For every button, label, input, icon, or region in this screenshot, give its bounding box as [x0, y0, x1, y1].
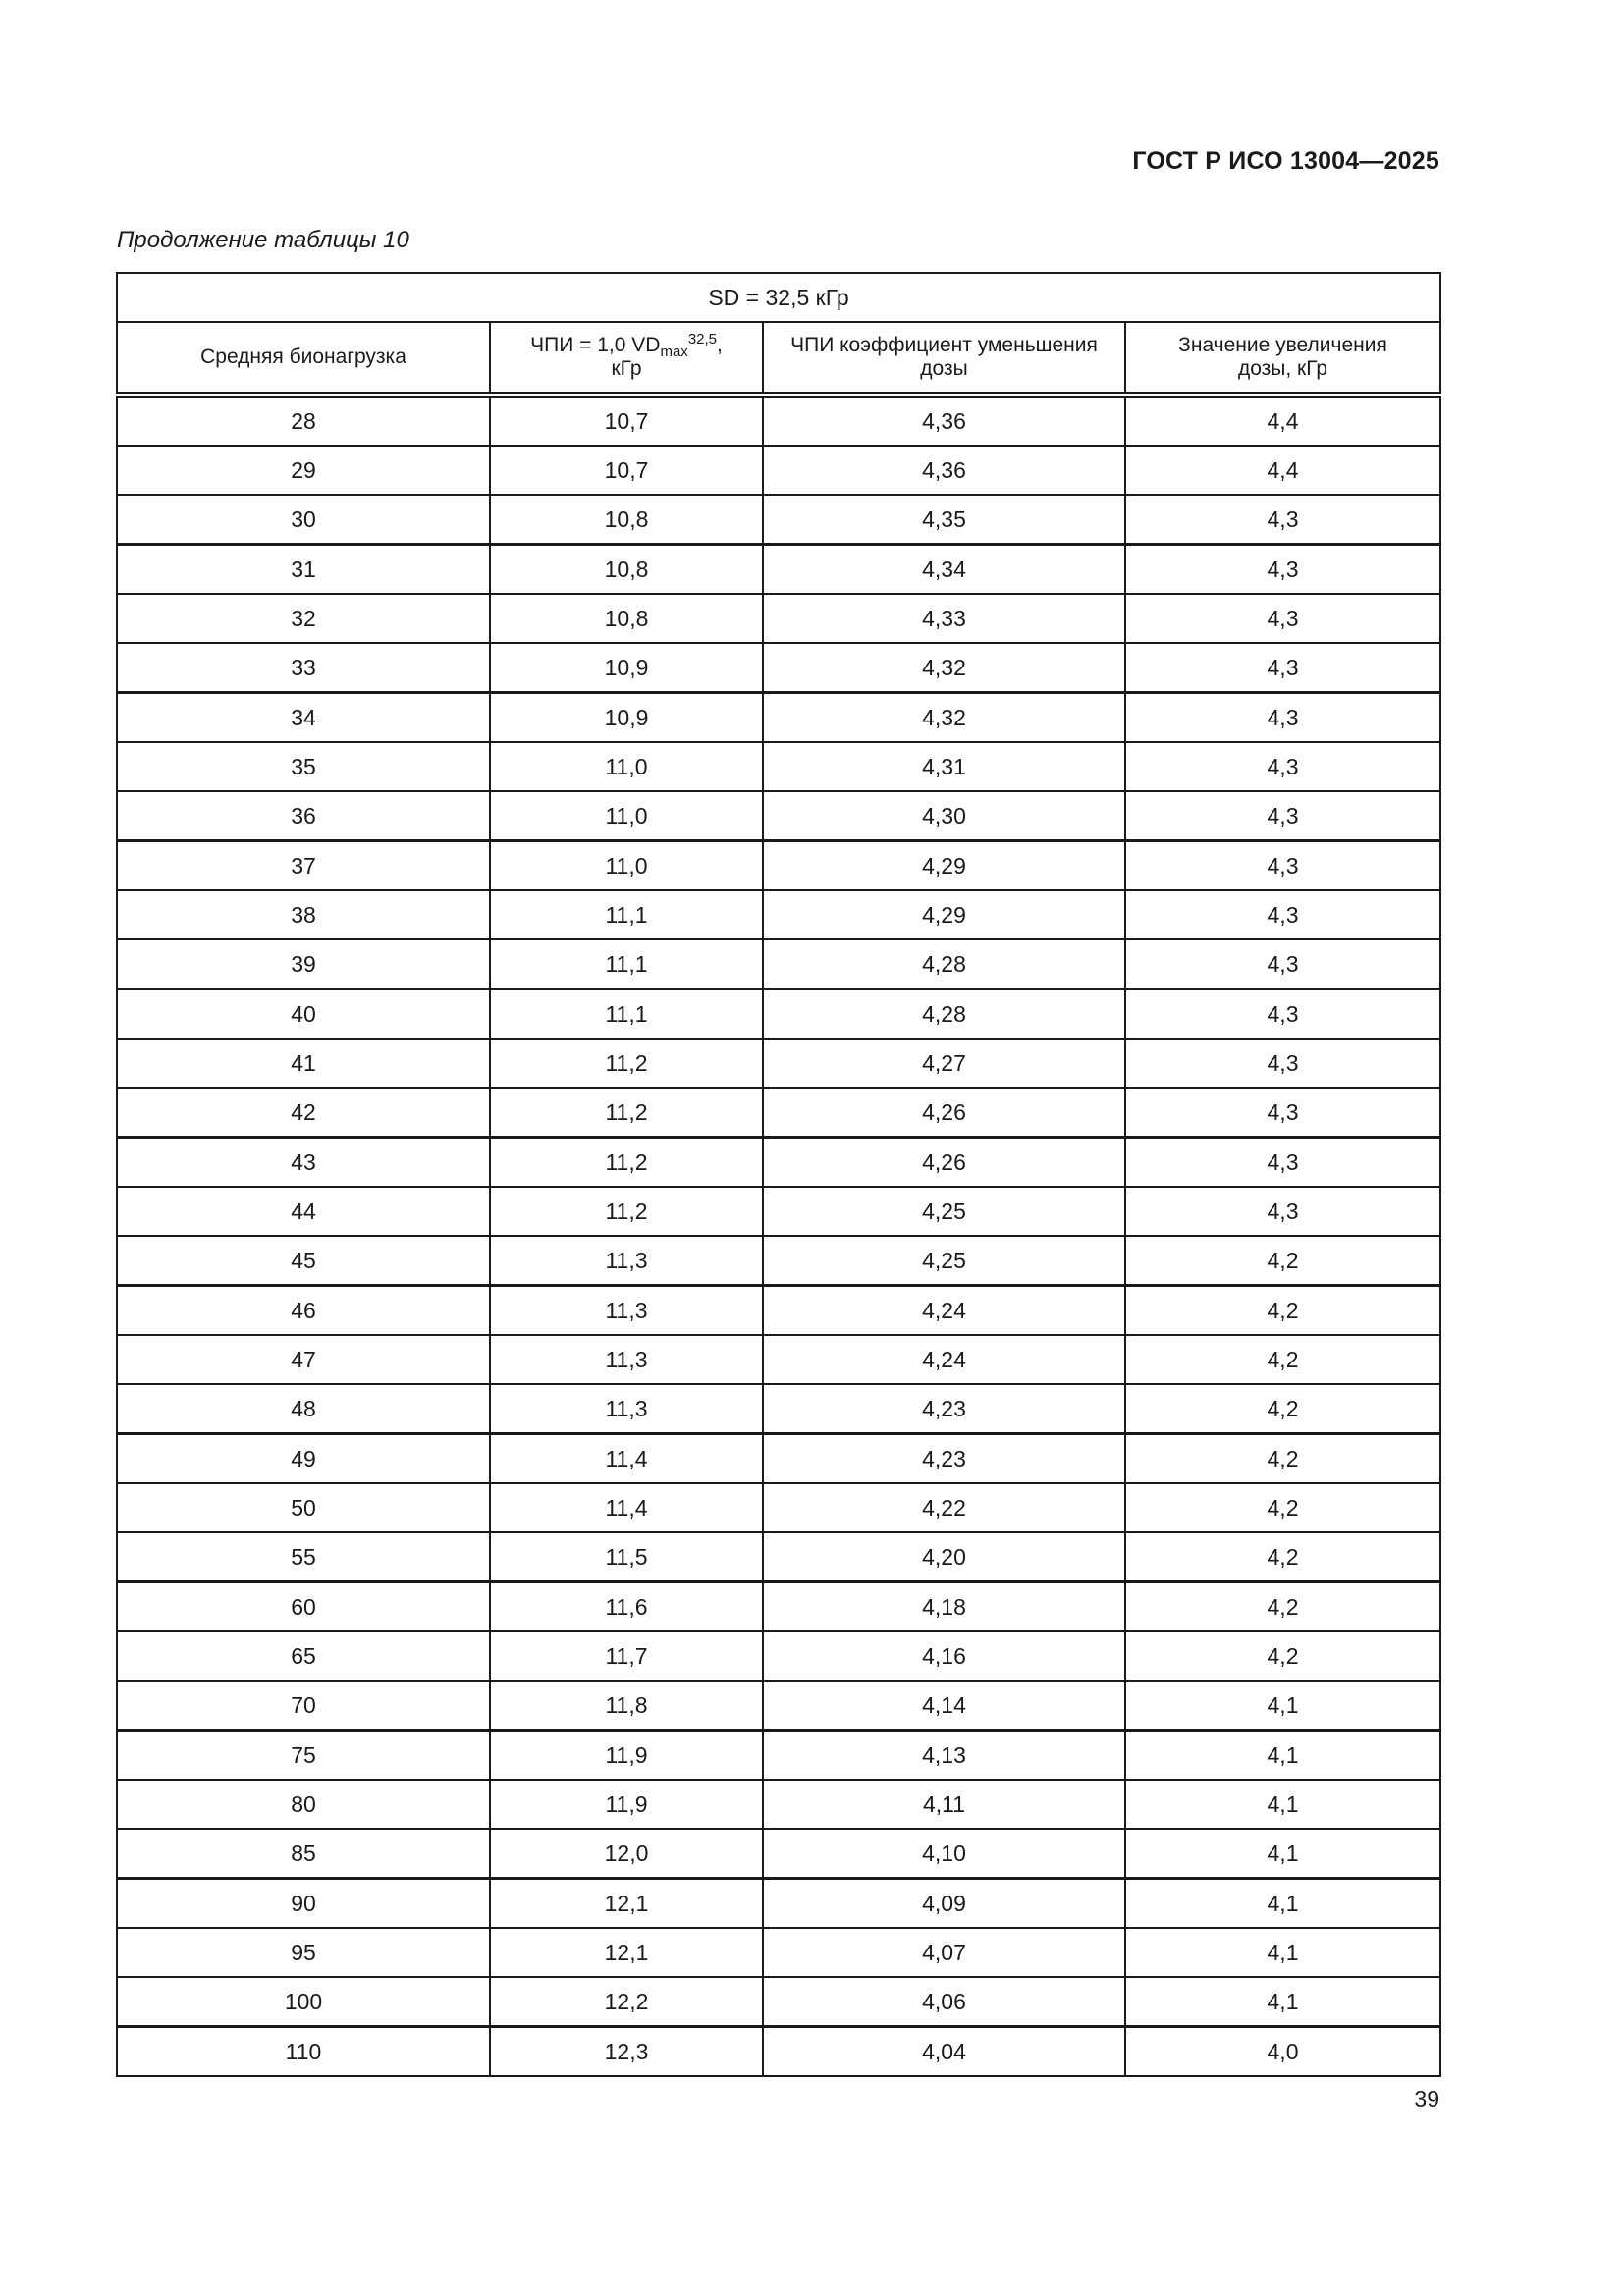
cell-sip-dose: 10,8: [490, 545, 763, 595]
table-row: [117, 1187, 1440, 1236]
table-row: [117, 1631, 1440, 1681]
table-row: [117, 643, 1440, 693]
column-header-reduction-factor-line2: дозы: [920, 357, 968, 380]
cell-bioburden: 39: [117, 939, 490, 989]
cell-sip-dose: 10,9: [490, 643, 763, 693]
cell-dose-increment: 4,4: [1125, 446, 1440, 495]
cell-reduction-factor: 4,13: [763, 1731, 1125, 1781]
cell-bioburden: 36: [117, 791, 490, 841]
cell-sip-dose: 11,4: [490, 1483, 763, 1532]
column-header-sip-dose-prefix: ЧПИ = 1,0 VD: [530, 334, 661, 356]
cell-dose-increment: 4,3: [1125, 989, 1440, 1040]
cell-dose-increment: 4,2: [1125, 1582, 1440, 1632]
cell-bioburden: 50: [117, 1483, 490, 1532]
cell-sip-dose: 10,8: [490, 594, 763, 643]
column-header-dose-increment-line2: дозы, кГр: [1237, 357, 1328, 380]
cell-bioburden: 43: [117, 1138, 490, 1188]
table-row: [117, 1138, 1440, 1188]
table-row: [117, 1335, 1440, 1384]
cell-sip-dose: 11,3: [490, 1384, 763, 1434]
cell-dose-increment: 4,1: [1125, 1977, 1440, 2027]
table-caption: Продолжение таблицы 10: [117, 227, 409, 253]
cell-bioburden: 37: [117, 841, 490, 891]
cell-reduction-factor: 4,28: [763, 939, 1125, 989]
cell-dose-increment: 4,3: [1125, 841, 1440, 891]
cell-reduction-factor: 4,25: [763, 1187, 1125, 1236]
cell-bioburden: 31: [117, 545, 490, 595]
cell-reduction-factor: 4,36: [763, 446, 1125, 495]
cell-sip-dose: 11,9: [490, 1731, 763, 1781]
cell-dose-increment: 4,3: [1125, 1187, 1440, 1236]
cell-bioburden: 47: [117, 1335, 490, 1384]
cell-reduction-factor: 4,23: [763, 1384, 1125, 1434]
cell-reduction-factor: 4,26: [763, 1088, 1125, 1138]
cell-reduction-factor: 4,16: [763, 1631, 1125, 1681]
cell-sip-dose: 11,8: [490, 1681, 763, 1731]
cell-reduction-factor: 4,11: [763, 1780, 1125, 1829]
cell-reduction-factor: 4,22: [763, 1483, 1125, 1532]
column-header-dose-increment-line1: Значение увеличения: [1178, 334, 1387, 356]
cell-reduction-factor: 4,07: [763, 1928, 1125, 1977]
cell-bioburden: 75: [117, 1731, 490, 1781]
cell-bioburden: 90: [117, 1879, 490, 1929]
table-row: [117, 1236, 1440, 1286]
column-header-sip-dose-unit: кГр: [611, 357, 642, 380]
cell-sip-dose: 12,1: [490, 1879, 763, 1929]
cell-bioburden: 70: [117, 1681, 490, 1731]
cell-reduction-factor: 4,09: [763, 1879, 1125, 1929]
cell-dose-increment: 4,3: [1125, 1088, 1440, 1138]
cell-bioburden: 65: [117, 1631, 490, 1681]
cell-dose-increment: 4,2: [1125, 1631, 1440, 1681]
cell-dose-increment: 4,3: [1125, 1039, 1440, 1088]
cell-reduction-factor: 4,06: [763, 1977, 1125, 2027]
cell-sip-dose: 11,6: [490, 1582, 763, 1632]
table-row: [117, 495, 1440, 545]
cell-reduction-factor: 4,34: [763, 545, 1125, 595]
column-header-reduction-factor: [763, 322, 1125, 395]
cell-bioburden: 41: [117, 1039, 490, 1088]
table-row: [117, 1731, 1440, 1781]
cell-reduction-factor: 4,28: [763, 989, 1125, 1040]
table-row: [117, 1088, 1440, 1138]
table-row: [117, 1780, 1440, 1829]
cell-dose-increment: 4,3: [1125, 890, 1440, 939]
table-row: [117, 1879, 1440, 1929]
dose-table: [116, 272, 1441, 2077]
table-row: [117, 1582, 1440, 1632]
table-container: [116, 272, 1439, 2077]
cell-bioburden: 35: [117, 742, 490, 791]
cell-dose-increment: 4,1: [1125, 1928, 1440, 1977]
table-row: [117, 939, 1440, 989]
table-row: [117, 1286, 1440, 1336]
table-row: [117, 545, 1440, 595]
cell-sip-dose: 11,1: [490, 989, 763, 1040]
table-row: [117, 1977, 1440, 2027]
cell-dose-increment: 4,2: [1125, 1335, 1440, 1384]
cell-reduction-factor: 4,32: [763, 693, 1125, 743]
cell-bioburden: 40: [117, 989, 490, 1040]
cell-bioburden: 48: [117, 1384, 490, 1434]
cell-reduction-factor: 4,18: [763, 1582, 1125, 1632]
cell-sip-dose: 10,8: [490, 495, 763, 545]
table-row: [117, 1532, 1440, 1582]
cell-dose-increment: 4,3: [1125, 545, 1440, 595]
cell-dose-increment: 4,2: [1125, 1483, 1440, 1532]
cell-bioburden: 80: [117, 1780, 490, 1829]
cell-bioburden: 42: [117, 1088, 490, 1138]
table-row: [117, 890, 1440, 939]
cell-reduction-factor: 4,26: [763, 1138, 1125, 1188]
cell-bioburden: 33: [117, 643, 490, 693]
cell-bioburden: 46: [117, 1286, 490, 1336]
cell-dose-increment: 4,3: [1125, 594, 1440, 643]
cell-reduction-factor: 4,30: [763, 791, 1125, 841]
table-row: [117, 989, 1440, 1040]
cell-bioburden: 44: [117, 1187, 490, 1236]
table-row: [117, 594, 1440, 643]
table-row: [117, 2027, 1440, 2077]
cell-sip-dose: 11,3: [490, 1286, 763, 1336]
cell-sip-dose: 11,5: [490, 1532, 763, 1582]
table-row: [117, 1829, 1440, 1879]
cell-reduction-factor: 4,24: [763, 1335, 1125, 1384]
cell-sip-dose: 12,0: [490, 1829, 763, 1879]
cell-bioburden: 30: [117, 495, 490, 545]
table-row: [117, 1928, 1440, 1977]
cell-sip-dose: 11,1: [490, 939, 763, 989]
column-header-sip-dose-sub: max: [660, 344, 688, 361]
column-header-sip-dose-sup: 32,5: [687, 331, 718, 347]
column-header-reduction-factor-line1: ЧПИ коэффициент уменьшения: [790, 334, 1098, 356]
table-row: [117, 1384, 1440, 1434]
cell-dose-increment: 4,2: [1125, 1434, 1440, 1484]
cell-bioburden: 55: [117, 1532, 490, 1582]
cell-sip-dose: 11,0: [490, 841, 763, 891]
group-header-sd: SD = 32,5 кГр: [117, 273, 1440, 322]
cell-bioburden: 100: [117, 1977, 490, 2027]
cell-reduction-factor: 4,35: [763, 495, 1125, 545]
cell-sip-dose: 11,2: [490, 1138, 763, 1188]
cell-dose-increment: 4,3: [1125, 1138, 1440, 1188]
cell-dose-increment: 4,1: [1125, 1681, 1440, 1731]
cell-sip-dose: 10,9: [490, 693, 763, 743]
column-header-sip-dose: [490, 322, 763, 395]
cell-dose-increment: 4,0: [1125, 2027, 1440, 2077]
cell-bioburden: 95: [117, 1928, 490, 1977]
cell-dose-increment: 4,4: [1125, 395, 1440, 446]
table-row: [117, 395, 1440, 446]
cell-reduction-factor: 4,31: [763, 742, 1125, 791]
cell-reduction-factor: 4,33: [763, 594, 1125, 643]
cell-bioburden: 32: [117, 594, 490, 643]
cell-dose-increment: 4,2: [1125, 1384, 1440, 1434]
cell-sip-dose: 12,2: [490, 1977, 763, 2027]
cell-sip-dose: 11,0: [490, 742, 763, 791]
cell-bioburden: 60: [117, 1582, 490, 1632]
cell-dose-increment: 4,1: [1125, 1829, 1440, 1879]
table-row: [117, 1039, 1440, 1088]
cell-sip-dose: 10,7: [490, 446, 763, 495]
cell-bioburden: 85: [117, 1829, 490, 1879]
table-row: [117, 693, 1440, 743]
cell-dose-increment: 4,2: [1125, 1286, 1440, 1336]
cell-bioburden: 38: [117, 890, 490, 939]
cell-reduction-factor: 4,29: [763, 890, 1125, 939]
cell-reduction-factor: 4,36: [763, 395, 1125, 446]
group-header-row: [117, 273, 1440, 322]
document-code: ГОСТ Р ИСО 13004—2025: [1132, 147, 1439, 175]
cell-sip-dose: 11,2: [490, 1187, 763, 1236]
cell-sip-dose: 12,1: [490, 1928, 763, 1977]
cell-reduction-factor: 4,20: [763, 1532, 1125, 1582]
cell-sip-dose: 11,4: [490, 1434, 763, 1484]
cell-sip-dose: 11,2: [490, 1039, 763, 1088]
cell-reduction-factor: 4,25: [763, 1236, 1125, 1286]
cell-bioburden: 29: [117, 446, 490, 495]
cell-dose-increment: 4,3: [1125, 693, 1440, 743]
cell-dose-increment: 4,3: [1125, 742, 1440, 791]
cell-sip-dose: 11,9: [490, 1780, 763, 1829]
cell-reduction-factor: 4,27: [763, 1039, 1125, 1088]
cell-sip-dose: 11,3: [490, 1236, 763, 1286]
cell-sip-dose: 12,3: [490, 2027, 763, 2077]
column-header-sip-dose-suffix: ,: [717, 334, 723, 356]
cell-bioburden: 45: [117, 1236, 490, 1286]
table-row: [117, 446, 1440, 495]
cell-sip-dose: 10,7: [490, 395, 763, 446]
table-row: [117, 742, 1440, 791]
cell-sip-dose: 11,2: [490, 1088, 763, 1138]
cell-dose-increment: 4,3: [1125, 939, 1440, 989]
cell-dose-increment: 4,3: [1125, 643, 1440, 693]
cell-reduction-factor: 4,10: [763, 1829, 1125, 1879]
table-row: [117, 1681, 1440, 1731]
cell-dose-increment: 4,3: [1125, 495, 1440, 545]
cell-sip-dose: 11,1: [490, 890, 763, 939]
page-number: 39: [1414, 2086, 1439, 2111]
cell-reduction-factor: 4,04: [763, 2027, 1125, 2077]
cell-sip-dose: 11,3: [490, 1335, 763, 1384]
cell-reduction-factor: 4,32: [763, 643, 1125, 693]
cell-bioburden: 49: [117, 1434, 490, 1484]
table-body: [117, 395, 1440, 2076]
cell-reduction-factor: 4,23: [763, 1434, 1125, 1484]
cell-dose-increment: 4,1: [1125, 1731, 1440, 1781]
cell-sip-dose: 11,0: [490, 791, 763, 841]
cell-reduction-factor: 4,24: [763, 1286, 1125, 1336]
cell-dose-increment: 4,2: [1125, 1236, 1440, 1286]
cell-bioburden: 110: [117, 2027, 490, 2077]
column-header-row: [117, 322, 1440, 395]
cell-reduction-factor: 4,29: [763, 841, 1125, 891]
cell-bioburden: 34: [117, 693, 490, 743]
cell-dose-increment: 4,1: [1125, 1780, 1440, 1829]
cell-sip-dose: 11,7: [490, 1631, 763, 1681]
table-row: [117, 1434, 1440, 1484]
cell-dose-increment: 4,1: [1125, 1879, 1440, 1929]
cell-dose-increment: 4,2: [1125, 1532, 1440, 1582]
table-row: [117, 1483, 1440, 1532]
cell-reduction-factor: 4,14: [763, 1681, 1125, 1731]
column-header-dose-increment: [1125, 322, 1440, 395]
cell-dose-increment: 4,3: [1125, 791, 1440, 841]
table-row: [117, 791, 1440, 841]
table-row: [117, 841, 1440, 891]
column-header-bioburden: Средняя бионагрузка: [117, 322, 490, 395]
cell-bioburden: 28: [117, 395, 490, 446]
